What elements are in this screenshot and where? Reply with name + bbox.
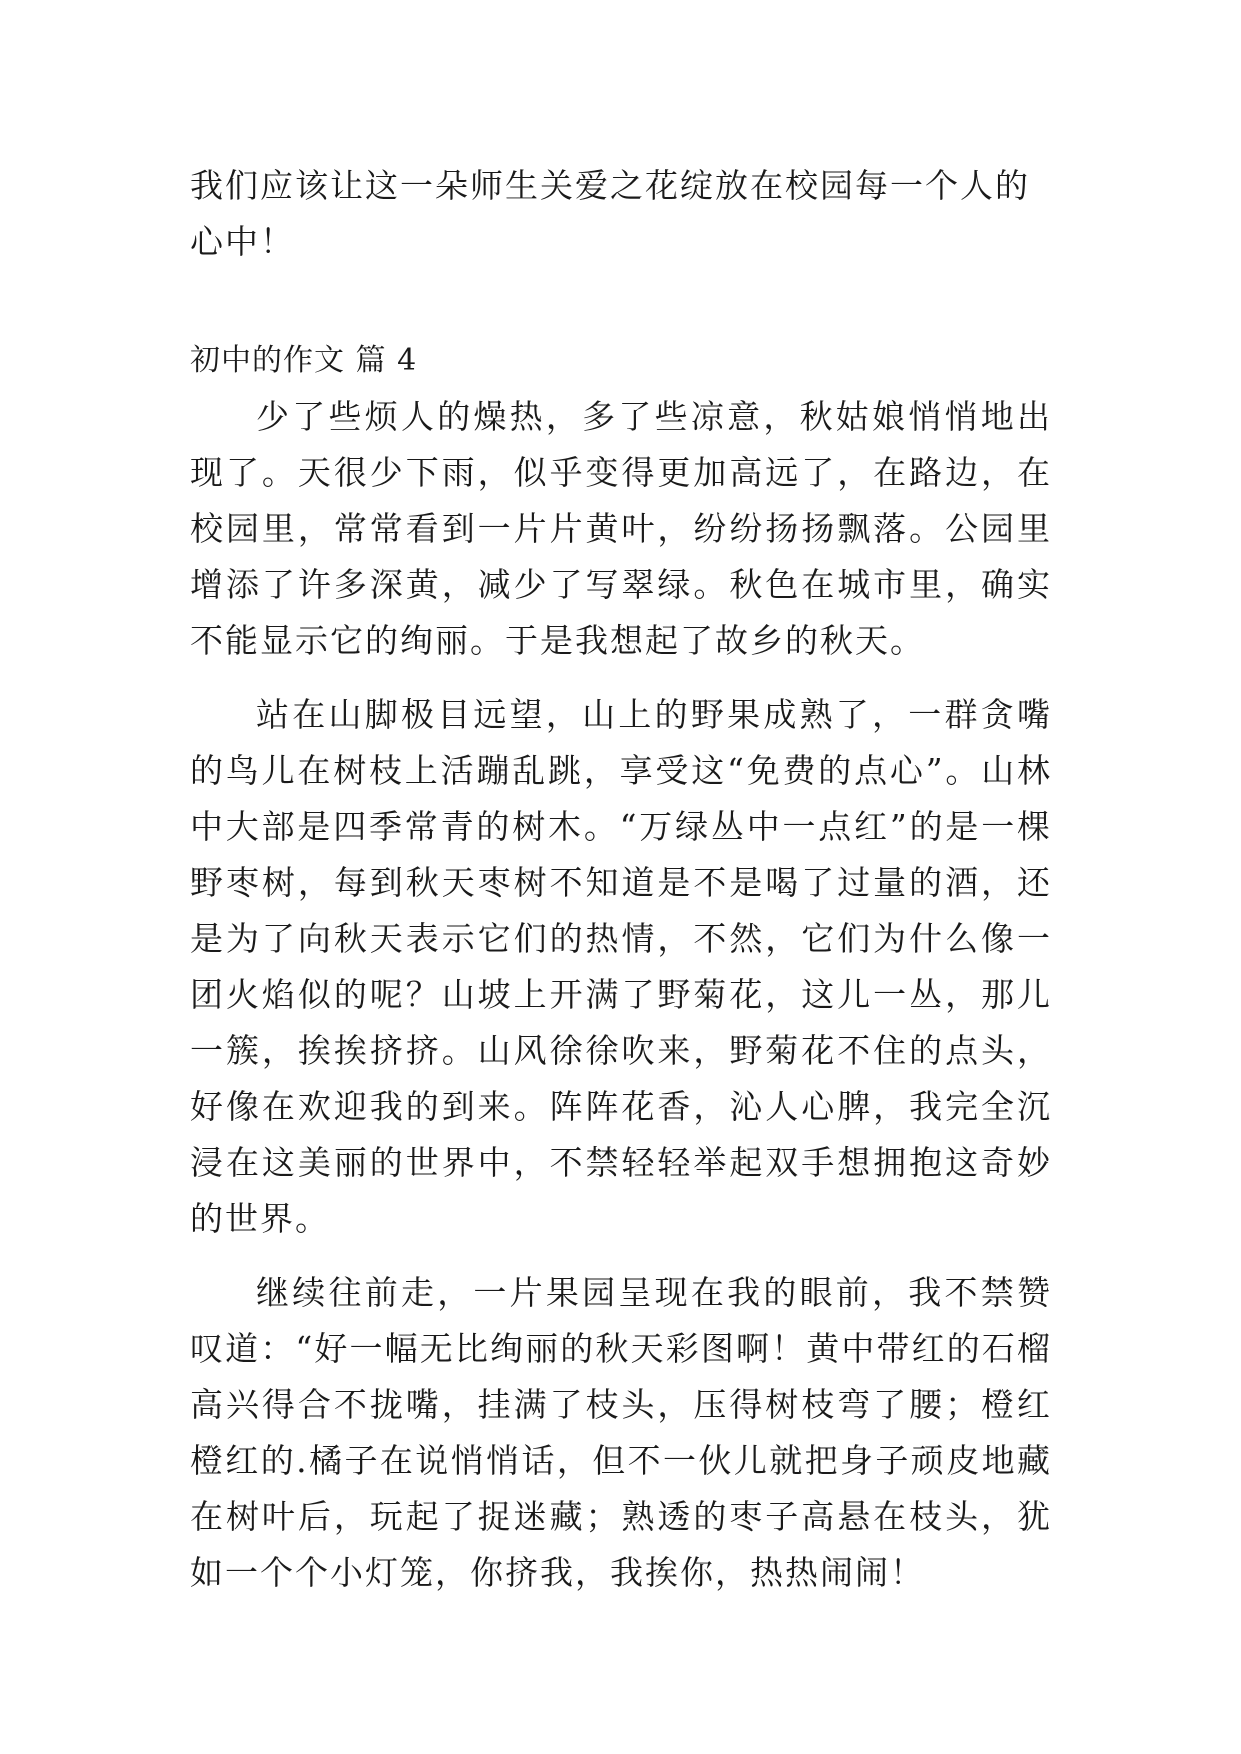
paragraph-orchard: 继续往前走，一片果园呈现在我的眼前，我不禁赞叹道：“好一幅无比绚丽的秋天彩图啊！黄中带红的石榴高兴得合不拢嘴，挂满了枝头，压得树枝弯了腰；橙红橙红的.橘子在说悄悄话，但不一伙儿就把身子顽皮地藏在树叶后，玩起了捉迷藏；熟透的枣子高悬在枝头，犹如一个个小灯笼，你挤我，我挨你，热热闹闹！	[190, 1273, 1052, 1592]
intro-paragraph: 我们应该让这一朵师生关爱之花绽放在校园每一个人的心中！	[190, 166, 1030, 261]
article-body	[190, 389, 1052, 1601]
paragraph-mountain-view: 站在山脚极目远望，山上的野果成熟了，一群贪嘴的鸟儿在树枝上活蹦乱跳，享受这“免费的点心”。山林中大部是四季常青的树木。“万绿丛中一点红”的是一棵野枣树，每到秋天枣树不知道是不是喝了过量的酒，还是为了向秋天表示它们的热情，不然，它们为什么像一团火焰似的呢？山坡上开满了野菊花，这儿一丛，那儿一簇，挨挨挤挤。山风徐徐吹来，野菊花不住的点头，好像在欢迎我的到来。阵阵花香，沁人心脾，我完全沉浸在这美丽的世界中，不禁轻轻举起双手想拥抱这奇妙的世界。	[190, 695, 1052, 1238]
section-heading: 初中的作文 篇 4	[190, 343, 418, 378]
paragraph-autumn-arrival: 少了些烦人的燥热，多了些凉意，秋姑娘悄悄地出现了。天很少下雨，似乎变得更加高远了，在路边，在校园里，常常看到一片片黄叶，纷纷扬扬飘落。公园里增添了许多深黄，减少了写翠绿。秋色在城市里，确实不能显示它的绚丽。于是我想起了故乡的秋天。	[190, 397, 1052, 660]
